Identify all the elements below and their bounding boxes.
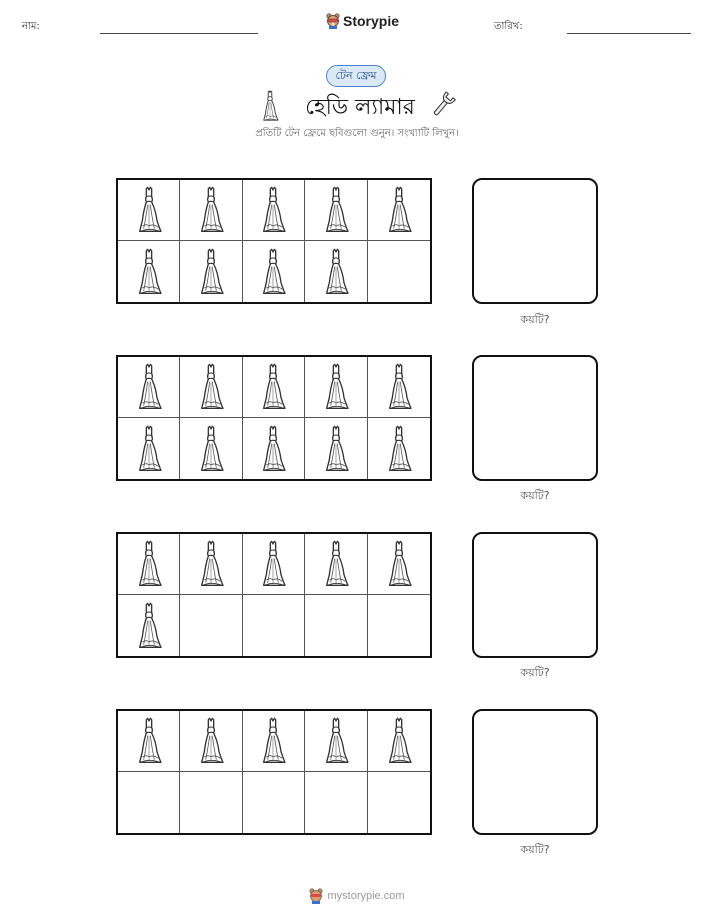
dress-icon <box>197 248 225 296</box>
dress-icon <box>135 186 163 234</box>
dress-icon <box>197 540 225 588</box>
dress-icon <box>197 717 225 765</box>
ten-frame-4 <box>116 709 432 835</box>
frame-cell <box>243 418 305 479</box>
answer-box-2[interactable] <box>472 355 598 481</box>
dress-icon <box>259 363 287 411</box>
footer-url: mystorypie.com <box>327 890 405 902</box>
date-field[interactable] <box>567 33 691 34</box>
dress-icon <box>385 186 413 234</box>
dress-icon <box>197 186 225 234</box>
question-label-3: কয়টি? <box>520 666 550 679</box>
frame-cell <box>368 180 430 241</box>
frame-cell <box>368 711 430 772</box>
dress-icon <box>385 717 413 765</box>
wrench-icon <box>428 91 458 119</box>
date-label: তারিখ: <box>494 21 523 32</box>
dress-icon <box>197 363 225 411</box>
frame-cell <box>118 772 180 833</box>
dress-icon <box>135 425 163 473</box>
frame-cell <box>368 241 430 302</box>
question-label-4: কয়টি? <box>520 843 550 856</box>
frame-cell <box>243 711 305 772</box>
name-field[interactable] <box>100 33 258 34</box>
dress-icon <box>259 540 287 588</box>
frame-cell <box>180 534 242 595</box>
frame-cell <box>368 772 430 833</box>
dress-icon <box>259 186 287 234</box>
frame-cell <box>243 772 305 833</box>
frame-cell <box>118 241 180 302</box>
dress-icon <box>135 602 163 650</box>
bear-mascot-icon <box>326 13 340 29</box>
frame-cell <box>305 418 367 479</box>
ten-frame-1 <box>116 178 432 304</box>
frame-cell <box>118 357 180 418</box>
page-title: হেডি ল্যামার <box>305 95 415 120</box>
answer-box-3[interactable] <box>472 532 598 658</box>
ten-frame-2 <box>116 355 432 481</box>
dress-icon <box>322 186 350 234</box>
frame-cell <box>305 241 367 302</box>
frame-cell <box>180 772 242 833</box>
dress-icon <box>197 425 225 473</box>
name-label: নাম: <box>22 21 40 32</box>
dress-icon <box>259 248 287 296</box>
frame-cell <box>243 357 305 418</box>
frame-cell <box>305 595 367 656</box>
frame-cell <box>243 595 305 656</box>
brand-name: Storypie <box>343 13 400 29</box>
frame-cell <box>118 180 180 241</box>
dress-icon <box>322 425 350 473</box>
dress-icon <box>135 717 163 765</box>
dress-icon <box>385 425 413 473</box>
dress-icon <box>259 425 287 473</box>
dress-icon <box>322 717 350 765</box>
frame-cell <box>305 772 367 833</box>
frame-cell <box>368 534 430 595</box>
bear-mascot-icon <box>309 888 323 904</box>
frame-cell <box>118 711 180 772</box>
instructions: প্রতিটি টেন ফ্রেমে ছবিগুলো গুনুন। সংখ্যাটি লিখুন। <box>255 128 459 139</box>
dress-icon <box>135 363 163 411</box>
frame-cell <box>368 595 430 656</box>
answer-box-4[interactable] <box>472 709 598 835</box>
dress-icon <box>322 248 350 296</box>
frame-cell <box>180 180 242 241</box>
brand-logo <box>326 13 399 29</box>
topic-tag: টেন ফ্রেম <box>326 65 386 87</box>
dress-icon <box>261 90 279 122</box>
frame-cell <box>180 241 242 302</box>
answer-box-1[interactable] <box>472 178 598 304</box>
frame-cell <box>305 357 367 418</box>
frame-cell <box>180 357 242 418</box>
dress-icon <box>385 363 413 411</box>
question-label-2: কয়টি? <box>520 489 550 502</box>
footer <box>0 888 714 904</box>
question-label-1: কয়টি? <box>520 313 550 326</box>
frame-cell <box>118 595 180 656</box>
frame-cell <box>368 418 430 479</box>
frame-cell <box>243 180 305 241</box>
dress-icon <box>135 248 163 296</box>
frame-cell <box>305 711 367 772</box>
frame-cell <box>243 534 305 595</box>
frame-cell <box>180 418 242 479</box>
dress-icon <box>385 540 413 588</box>
frame-cell <box>118 418 180 479</box>
frame-cell <box>243 241 305 302</box>
dress-icon <box>322 363 350 411</box>
frame-cell <box>305 180 367 241</box>
frame-cell <box>180 711 242 772</box>
frame-cell <box>180 595 242 656</box>
ten-frame-3 <box>116 532 432 658</box>
dress-icon <box>259 717 287 765</box>
dress-icon <box>322 540 350 588</box>
frame-cell <box>368 357 430 418</box>
frame-cell <box>118 534 180 595</box>
frame-cell <box>305 534 367 595</box>
dress-icon <box>135 540 163 588</box>
